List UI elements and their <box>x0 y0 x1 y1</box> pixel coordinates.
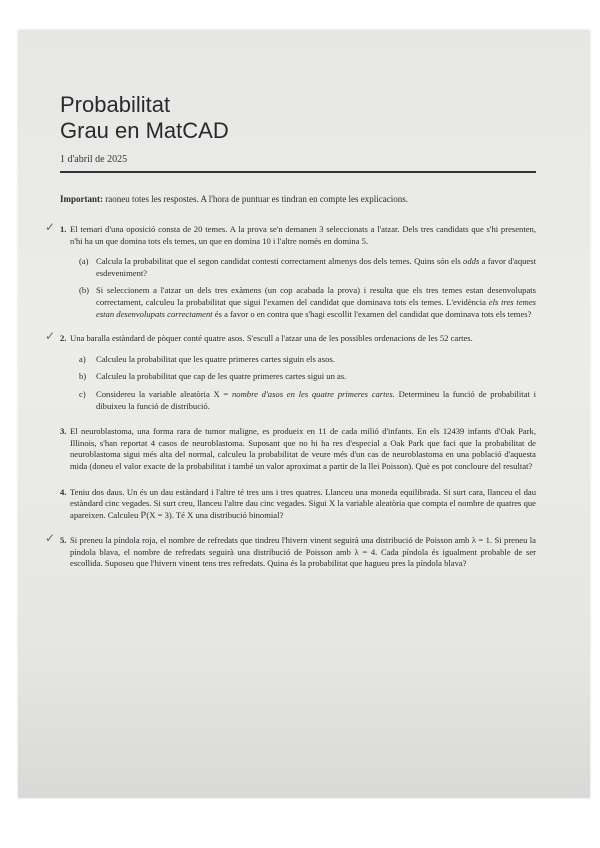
course-title: Probabilitat <box>60 92 171 117</box>
subquestion-label: c) <box>79 388 86 399</box>
checkmark-icon: ✓ <box>45 531 56 546</box>
subquestion-2c <box>79 389 536 412</box>
question-number: 4. <box>60 486 67 497</box>
question-5 <box>45 531 536 570</box>
question-number: 2. <box>60 333 67 344</box>
subquestion-text: Calculeu la probabilitat que les quatre primeres cartes siguin els asos. <box>96 353 335 364</box>
exam-sheet <box>18 30 590 798</box>
subquestion-label: (b) <box>79 285 90 296</box>
subquestion-text: Calcula la probabilitat que el segon candidat contesti correctament almenys dos dels temes. Quins són els odds a favor d'aquest esdeveniment? <box>96 256 536 278</box>
subquestion-2a <box>79 354 536 366</box>
subquestion-1b <box>79 285 536 320</box>
question-text: El temari d'una oposició consta de 20 temes. A la prova se'n demanen 3 seleccionats a l'atzar. Dels tres candidats que s'hi presenten, n'hi ha un que domina tots els temes, un que en domina 10 i l'altre només en domina 5. <box>70 224 536 246</box>
question-text: Teniu dos daus. Un és un dau estàndard i l'altre té tres uns i tres quatres. Llanceu una moneda equilibrada. Si surt cara, llanceu el dau estàndard cinc vegades. Si surt creu, llanceu l'altre dau cinc vegades. Sigui X la variable aleatòria que compta el nombre de quatres que apareixen. Calculeu ℙ(X = 3). Té X una distribució binomial? <box>70 486 536 520</box>
question-1 <box>45 220 536 320</box>
exam-content <box>45 92 537 570</box>
question-2 <box>45 329 537 412</box>
question-text: El neuroblastoma, una forma rara de tumor maligne, es produeix en 11 de cada milió d'infants. En els 12439 infants d'Oak Park, Illinois, s'han reportat 4 casos de neuroblastoma. Suposant que no hi ha res d'especial a Oak Park que faci que la probabilitat de neuroblastoma sigui més alta del normal, calculeu la probabilitat de veure més d'un cas de neuroblastoma en una població d'aquesta mida (doneu el valor exacte de la probabilitat i també un valor aproximat a partir de la llei Poisson). Què es pot concloure del resultat? <box>70 426 536 471</box>
question-number: 3. <box>60 426 67 437</box>
question-number: 1. <box>60 224 67 234</box>
header-divider <box>60 171 536 173</box>
subquestion-text: Considereu la variable aleatòria X = nombre d'asos en les quatre primeres cartes. Determineu la funció de probabilitat i dibuixeu la funció de distribució. <box>96 388 537 411</box>
subquestion-1a <box>79 256 536 279</box>
subquestion-label: b) <box>79 371 87 382</box>
instructions <box>60 193 536 205</box>
instructions-label: Important: <box>60 194 103 204</box>
degree-title: Grau en MatCAD <box>60 118 229 143</box>
checkmark-icon: ✓ <box>45 329 56 344</box>
subquestion-text: Si seleccionem a l'atzar un dels tres exàmens (un cop acabada la prova) i resulta que els tres temes estan desenvolupats correctament, calculeu la probabilitat que sigui l'examen del candidat que dominava tots els temes. L'evidència els tres temes estan desenvolupats correctament és a favor o en contra que s'hagi escollit l'examen del candidat que dominava tots els temes? <box>96 285 536 319</box>
instructions-text: raoneu totes les respostes. A l'hora de puntuar es tindran en compte les explicacions. <box>105 194 409 204</box>
subquestion-text: Calculeu la probabilitat que cap de les quatre primeres cartes sigui un as. <box>96 371 347 382</box>
question-3 <box>60 426 536 472</box>
subquestion-2b <box>79 371 536 383</box>
subquestion-label: a) <box>79 353 86 364</box>
exam-date: 1 d'abril de 2025 <box>60 154 128 165</box>
question-text: Una baralla estàndard de pòquer conté quatre asos. S'escull a l'atzar una de les possibles ordenacions de les 52 cartes. <box>70 333 473 344</box>
question-text: Si preneu la píndola roja, el nombre de refredats que tindreu l'hivern vinent seguirà una distribució de Poisson amb λ = 1. Si preneu la píndola blava, el nombre de refredats seguirà una distribució de Poisson amb λ = 4. Cada píndola és igualment probable de ser escollida. Suposeu que l'hivern vinent tens tres refredats. Quina és la probabilitat que hagueu pres la píndola blava? <box>70 535 536 569</box>
question-4 <box>60 487 536 522</box>
checkmark-icon: ✓ <box>45 220 56 234</box>
subquestion-label: (a) <box>79 256 89 267</box>
question-number: 5. <box>60 535 67 546</box>
